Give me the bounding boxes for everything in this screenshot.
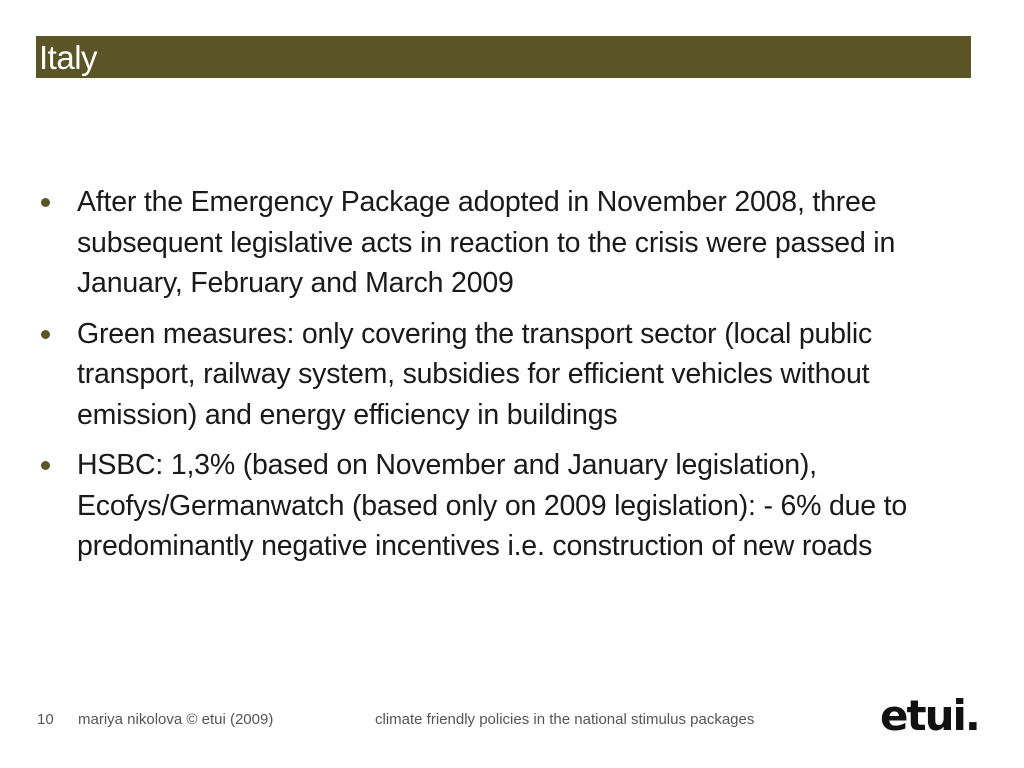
slide-title: Italy [39,39,98,76]
footer-author: mariya nikolova © etui (2009) [78,711,274,728]
bullet-list [36,182,976,577]
bullet-item [36,182,976,304]
bullet-dot-icon [41,330,50,339]
bullet-item [36,314,976,436]
etui-logo: etui. [880,691,979,740]
bullet-text: After the Emergency Package adopted in November 2008, three subsequent legislative acts in reaction to the crisis were passed in January, February and March 2009 [77,186,896,299]
bullet-dot-icon [41,461,50,470]
slide-number: 10 [37,711,54,728]
title-bar [36,36,971,78]
footer-caption: climate friendly policies in the national stimulus packages [375,711,755,728]
bullet-text: HSBC: 1,3% (based on November and January legislation), Ecofys/Germanwatch (based only on 2009 legislation): - 6% due to predominantly negative incentives i.e. construction of new roads [77,449,907,562]
bullet-text: Green measures: only covering the transport sector (local public transport, railway system, subsidies for efficient vehicles without emission) and energy efficiency in buildings [77,317,873,431]
bullet-item [36,445,976,567]
bullet-dot-icon [41,198,50,207]
